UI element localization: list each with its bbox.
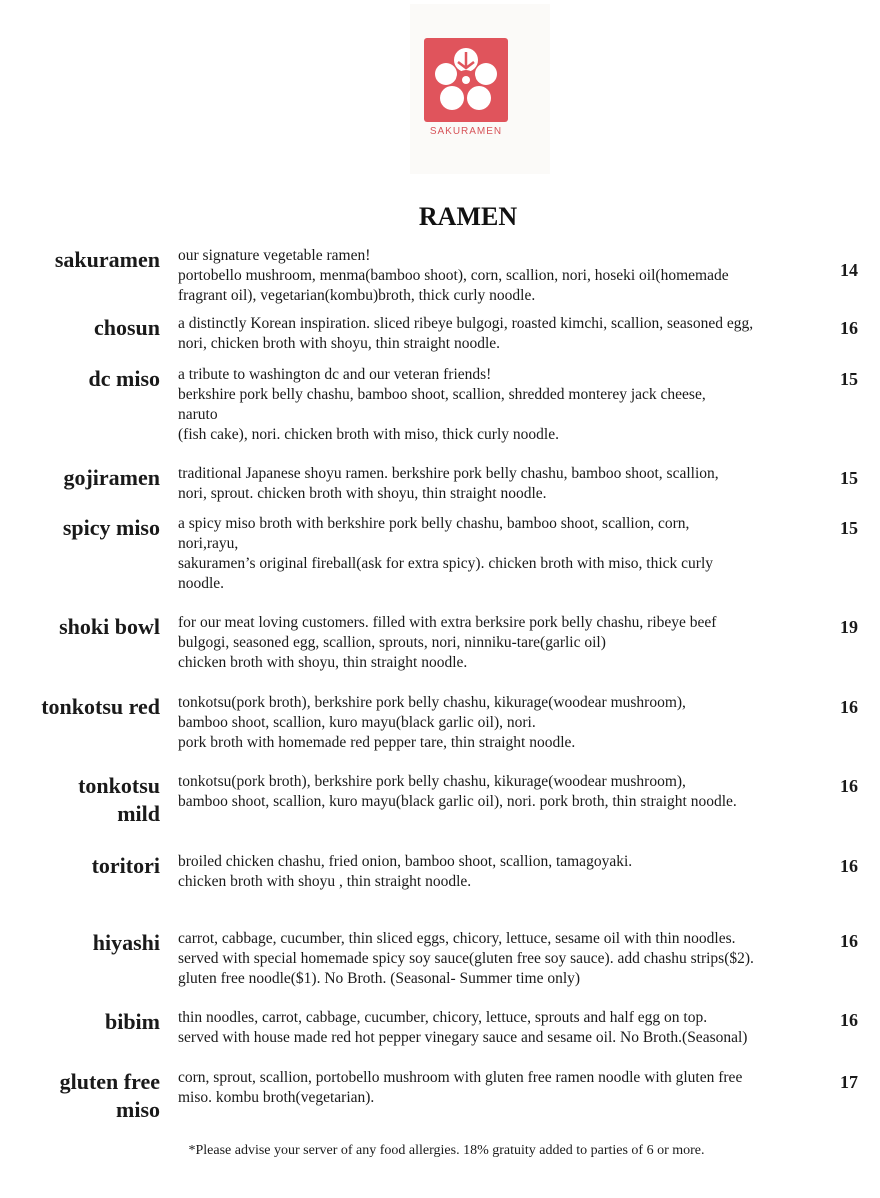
item-description: tonkotsu(pork broth), berkshire pork belly chashu, kikurage(woodear mushroom), bamboo shoot, scallion, kuro mayu(black garlic oil), nori. pork broth with homemade red pepper tare, thin straight noodle. [178, 694, 686, 751]
item-price: 19 [840, 617, 858, 637]
item-price: 16 [840, 1010, 858, 1030]
section-title: RAMEN [418, 202, 518, 231]
logo [410, 4, 550, 174]
item-description: our signature vegetable ramen! portobello mushroom, menma(bamboo shoot), corn, scallion, nori, hoseki oil(homemade fragrant oil), vegetarian(kombu)broth, thick curly noodle. [178, 247, 729, 304]
item-price: 15 [840, 468, 858, 488]
allergy-footnote: *Please advise your server of any food allergies. 18% gratuity added to parties of 6 or more. [188, 1143, 705, 1158]
item-description: a spicy miso broth with berkshire pork belly chashu, bamboo shoot, scallion, corn, nori,rayu, sakuramen’s original fireball(ask for extra spicy). chicken broth with miso, thick curly noodle. [178, 515, 714, 592]
item-description: tonkotsu(pork broth), berkshire pork belly chashu, kikurage(woodear mushroom), bamboo shoot, scallion, kuro mayu(black garlic oil), nori. pork broth, thin straight noodle. [178, 773, 737, 810]
logo-text: SAKURAMEN [429, 126, 503, 137]
item-description: broiled chicken chashu, fried onion, bamboo shoot, scallion, tamagoyaki. chicken broth with shoyu , thin straight noodle. [178, 853, 633, 890]
item-price: 17 [840, 1072, 858, 1092]
item-description: thin noodles, carrot, cabbage, cucumber, chicory, lettuce, sprouts and half egg on top. served with house made red hot pepper vinegary sauce and sesame oil. No Broth.(Seasonal) [178, 1009, 748, 1046]
item-description: traditional Japanese shoyu ramen. berkshire pork belly chashu, bamboo shoot, scallion, nori, sprout. chicken broth with shoyu, thin straight noodle. [178, 465, 719, 502]
item-price: 16 [840, 856, 858, 876]
item-description: corn, sprout, scallion, portobello mushroom with gluten free ramen noodle with gluten free miso. kombu broth(vegetarian). [178, 1069, 743, 1106]
item-name: dc miso [88, 366, 160, 391]
item-name: gluten free miso [59, 1069, 160, 1122]
item-name: shoki bowl [59, 614, 160, 639]
sakura-flower-icon [424, 38, 508, 122]
item-description: carrot, cabbage, cucumber, thin sliced eggs, chicory, lettuce, sesame oil with thin noodles. served with special homemade spicy soy sauce(gluten free soy sauce). add chashu strips($2). gluten free noodle($1). No Broth. (Seasonal- Summer time only) [178, 930, 754, 987]
item-name: gojiramen [63, 465, 160, 490]
item-name: tonkotsu mild [78, 773, 160, 826]
item-name: spicy miso [62, 515, 160, 540]
item-description: a tribute to washington dc and our veteran friends! berkshire pork belly chashu, bamboo shoot, scallion, shredded monterey jack cheese, naruto (fish cake), nori. chicken broth with miso, thick curly noodle. [178, 366, 706, 443]
item-name: toritori [91, 853, 160, 878]
item-description: for our meat loving customers. filled with extra berksire pork belly chashu, ribeye beef bulgogi, seasoned egg, scallion, sprouts, nori, ninniku-tare(garlic oil) chicken broth with shoyu, thin straight noodle. [178, 614, 717, 671]
item-name: sakuramen [54, 247, 160, 272]
item-name: tonkotsu red [41, 694, 160, 719]
item-price: 16 [840, 318, 858, 338]
item-price: 14 [840, 260, 858, 280]
item-price: 16 [840, 776, 858, 796]
item-name: chosun [93, 315, 160, 340]
item-price: 15 [840, 518, 858, 538]
item-description: a distinctly Korean inspiration. sliced ribeye bulgogi, roasted kimchi, scallion, seasoned egg, nori, chicken broth with shoyu, thin straight noodle. [178, 315, 754, 352]
item-price: 16 [840, 697, 858, 717]
item-name: bibim [104, 1009, 160, 1034]
item-price: 16 [840, 931, 858, 951]
item-name: hiyashi [92, 930, 160, 955]
item-price: 15 [840, 369, 858, 389]
